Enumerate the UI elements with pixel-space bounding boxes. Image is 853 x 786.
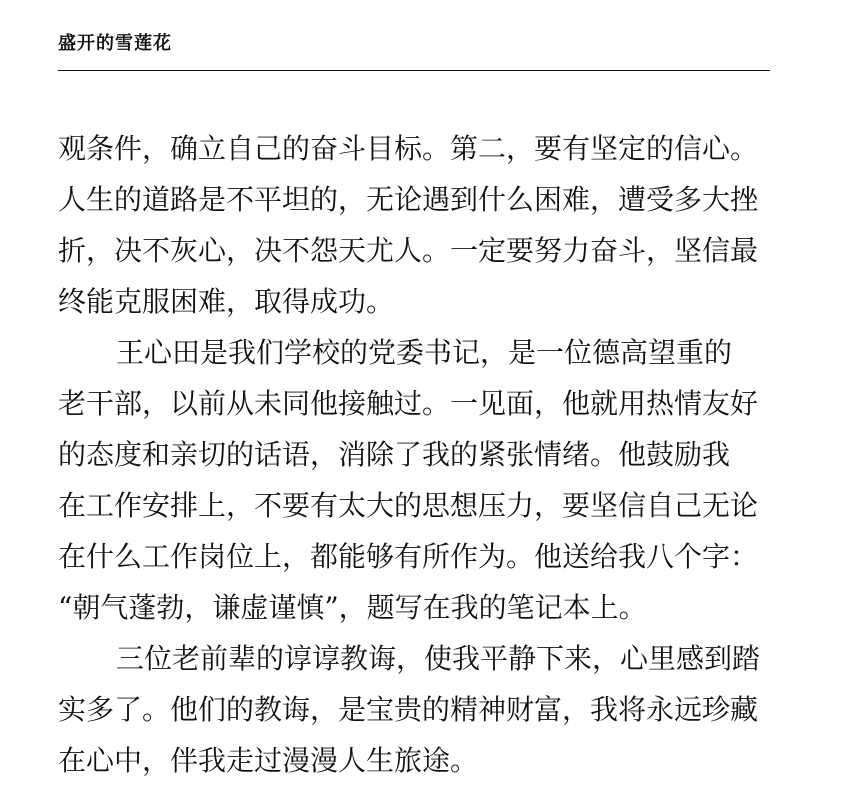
text-line: 在什么工作岗位上，都能够有所作为。他送给我八个字：: [58, 540, 759, 573]
body-text: [58, 123, 778, 786]
text-line: 在工作安排上，不要有太大的思想压力，要坚信自己无论: [58, 489, 759, 522]
text-line: 折，决不灰心，决不怨天尤人。一定要努力奋斗，坚信最: [58, 234, 759, 267]
header-divider: [58, 70, 770, 71]
text-line: 终能克服困难，取得成功。: [58, 285, 395, 318]
running-header-title: 盛开的雪莲花: [58, 33, 172, 54]
paragraph-start-line: 王心田是我们学校的党委书记，是一位德高望重的: [116, 336, 733, 369]
text-line: 人生的道路是不平坦的，无论遇到什么困难，遭受多大挫: [58, 183, 759, 216]
text-line: “朝气蓬勃，谦虚谨慎”，题写在我的笔记本上。: [58, 591, 647, 624]
text-line: 的态度和亲切的话语，消除了我的紧张情绪。他鼓励我: [58, 438, 731, 471]
text-line: 实多了。他们的教诲，是宝贵的精神财富，我将永远珍藏: [58, 693, 759, 726]
text-line: 观条件，确立自己的奋斗目标。第二，要有坚定的信心。: [58, 132, 759, 165]
text-line: 老干部，以前从未同他接触过。一见面，他就用热情友好: [58, 387, 759, 420]
text-line: 在心中，伴我走过漫漫人生旅途。: [58, 744, 479, 777]
paragraph-start-line: 三位老前辈的谆谆教诲，使我平静下来，心里感到踏: [116, 642, 761, 675]
